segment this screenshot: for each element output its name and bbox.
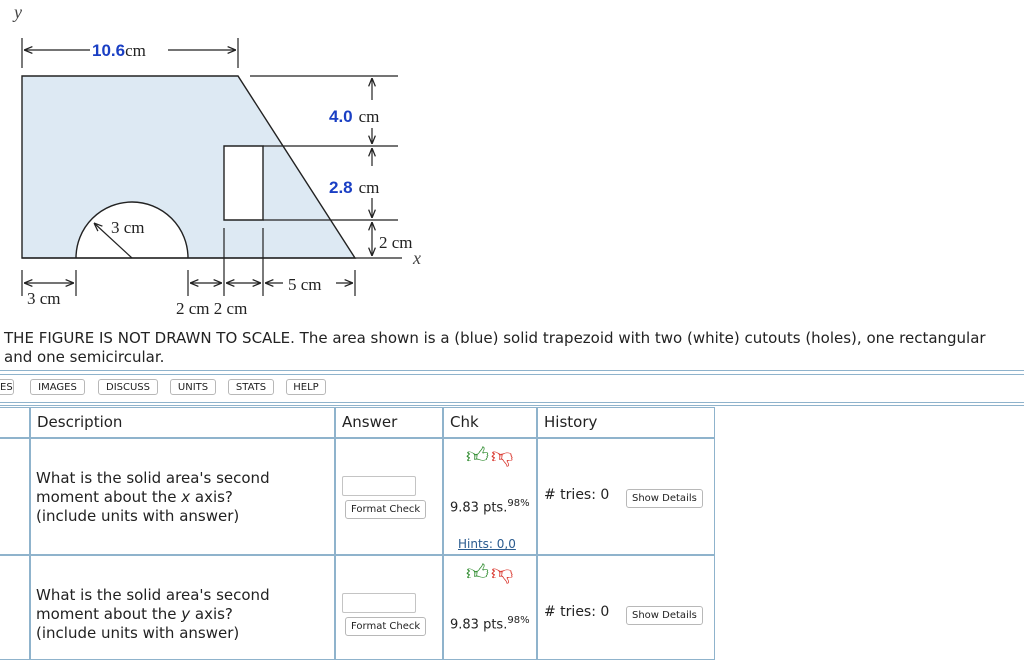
top-width-unit: cm [125,41,146,60]
thumbs-down-icon[interactable]: 👎︎ [491,444,514,469]
chk-cell [443,555,537,660]
header-answer: Answer [335,407,443,438]
tab-images[interactable]: IMAGES [30,379,85,395]
tries-count: # tries: 0 [544,604,610,620]
format-check-button[interactable]: Format Check [345,500,426,519]
divider-mid [0,402,1024,403]
header-chk: Chk [443,407,537,438]
question-text: What is the solid area's second moment about the x axis? (include units with answer) [36,469,270,525]
thumbs-down-icon[interactable]: 👎︎ [491,561,514,586]
question-text: What is the solid area's second moment about the y axis? (include units with answer) [36,586,270,642]
dim-4-unit: cm [358,107,380,126]
dim-28-unit: cm [358,178,380,197]
header-history: History [537,407,715,438]
tab-units[interactable]: UNITS [170,379,216,395]
hints-link[interactable]: Hints: 0,0 [458,537,516,551]
dim-4-value: 4.0 [329,107,353,126]
dim-2-right: 2 cm [379,233,413,252]
question-cell [30,438,335,555]
figure-caption: THE FIGURE IS NOT DRAWN TO SCALE. The area shown is a (blue) solid trapezoid with two (white) cutouts (holes), one rectangular and one semicircular. [4,329,986,366]
show-details-button[interactable]: Show Details [626,489,703,508]
divider-top [0,370,1024,371]
points-value: 9.83 pts.$^{98\%}$ [450,498,530,516]
table-header-spacer [0,407,30,438]
divider-top-2 [0,374,1024,375]
header-description: Description [30,407,335,438]
answer-cell [335,438,443,555]
y-axis-label: y [14,2,22,22]
svg-text:2.8cm [329,178,379,197]
trapezoid-figure [0,0,440,330]
history-cell [537,555,715,660]
svg-text:10.6cm [92,41,146,60]
radius-label: 3 cm [111,218,145,237]
history-cell [537,438,715,555]
bottom-3cm-label: 3 cm [27,289,61,308]
dim-28-value: 2.8 [329,178,353,197]
question-cell [30,555,335,660]
show-details-button[interactable]: Show Details [626,606,703,625]
tab-help[interactable]: HELP [286,379,326,395]
thumbs-up-icon[interactable]: 👍︎ [466,561,489,586]
bottom-5cm-label: 5 cm [288,275,322,294]
answer-cell [335,555,443,660]
thumbs-up-icon[interactable]: 👍︎ [466,444,489,469]
tab-stats[interactable]: STATS [228,379,274,395]
divider-mid-2 [0,405,1024,406]
answer-input[interactable] [342,476,416,496]
trapezoid-solid [22,76,355,258]
svg-text:4.0cm [329,107,379,126]
points-value: 9.83 pts.$^{98\%}$ [450,615,530,633]
chk-cell [443,438,537,555]
top-width-value: 10.6 [92,41,126,60]
answer-input[interactable] [342,593,416,613]
tries-count: # tries: 0 [544,487,610,503]
tab-discuss[interactable]: DISCUSS [98,379,158,395]
tab-es[interactable]: ES [0,379,14,395]
x-axis-label: x [413,248,421,268]
format-check-button[interactable]: Format Check [345,617,426,636]
bottom-2cm-2cm-label: 2 cm 2 cm [176,299,248,318]
